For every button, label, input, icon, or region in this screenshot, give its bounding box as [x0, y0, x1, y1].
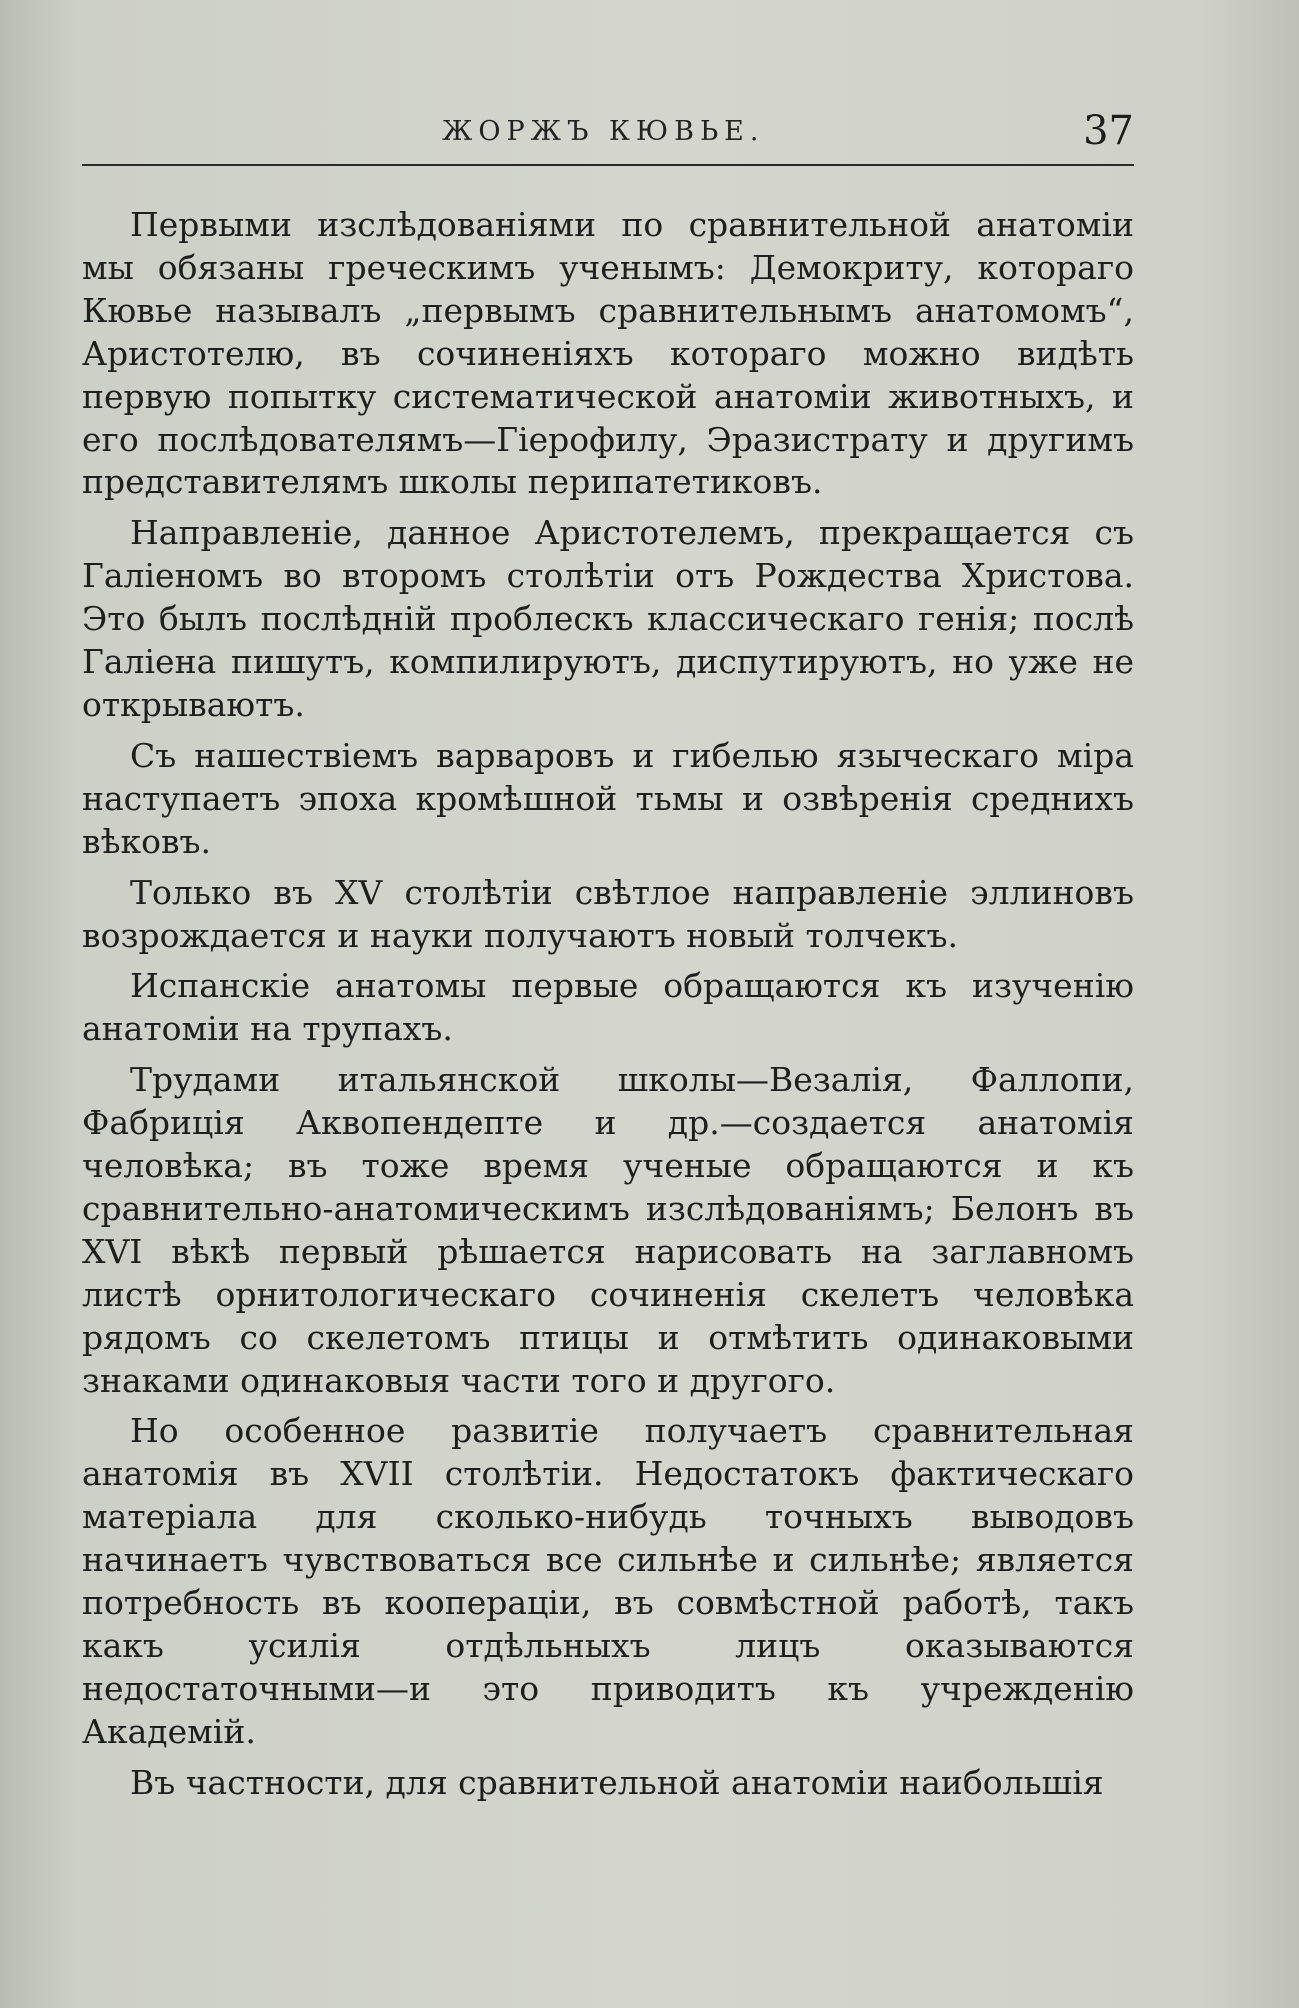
- paragraph: Только въ XV столѣтіи свѣтлое направленіе эллиновъ возрождается и науки получаютъ новый толчекъ.: [82, 872, 1134, 955]
- page-number: 37: [1083, 108, 1134, 154]
- paragraph: Направленіе, данное Аристотелемъ, прекращается съ Галіеномъ во второмъ столѣтіи отъ Рождества Христова. Это былъ послѣдній проблескъ классическаго генія; послѣ Галіена пишутъ, компилируютъ, диспутируютъ, но уже не открываютъ.: [82, 513, 1134, 724]
- paragraph: Но особенное развитіе получаетъ сравнительная анатомія въ XVII столѣтіи. Недостатокъ фактическаго матеріала для сколько-нибудь точныхъ выводовъ начинаетъ чувствоваться все сильнѣе и сильнѣе; является потребность въ кооперацiи, въ совмѣстной работѣ, такъ какъ усилія отдѣльныхъ лицъ оказываются недостаточными—и это приводитъ къ учрежденію Академій.: [82, 1411, 1134, 1751]
- paragraph: Съ нашествіемъ варваровъ и гибелью языческаго міра наступаетъ эпоха кромѣшной тьмы и озвѣренія среднихъ вѣковъ.: [82, 735, 1134, 861]
- paragraph: Трудами итальянской школы—Везалія, Фаллопи, Фабриція Аквопендепте и др.—создается анатомія человѣка; въ тоже время ученые обращаются и къ сравнительно-анатомическимъ изслѣдованіямъ; Белонъ въ XVI вѣкѣ первый рѣшается нарисовать на заглавномъ листѣ орнитологическаго сочиненія скелетъ человѣка рядомъ со скелетомъ птицы и отмѣтить одинаковыми знаками одинаковыя части того и другого.: [82, 1060, 1134, 1400]
- page-header: [82, 108, 1134, 166]
- body-text: [82, 204, 1134, 1813]
- paragraph: Испанскіе анатомы первые обращаются къ изученію анатоміи на трупахъ.: [82, 966, 1134, 1049]
- running-title: ЖОРЖЪ КЮВЬЕ.: [442, 116, 765, 147]
- paragraph: Въ частности, для сравнительной анатоміи наибольшія: [130, 1762, 1104, 1802]
- paragraph: Первыми изслѣдованіями по сравнительной анатоміи мы обязаны греческимъ ученымъ: Демокриту, котораго Кювье называлъ „первымъ сравнительнымъ анатомомъ“, Аристотелю, въ сочиненіяхъ котораго можно видѣть первую попытку систематической анатоміи животныхъ, и его послѣдователямъ—Гіерофилу, Эразистрату и другимъ представителямъ школы перипатетиковъ.: [82, 205, 1134, 502]
